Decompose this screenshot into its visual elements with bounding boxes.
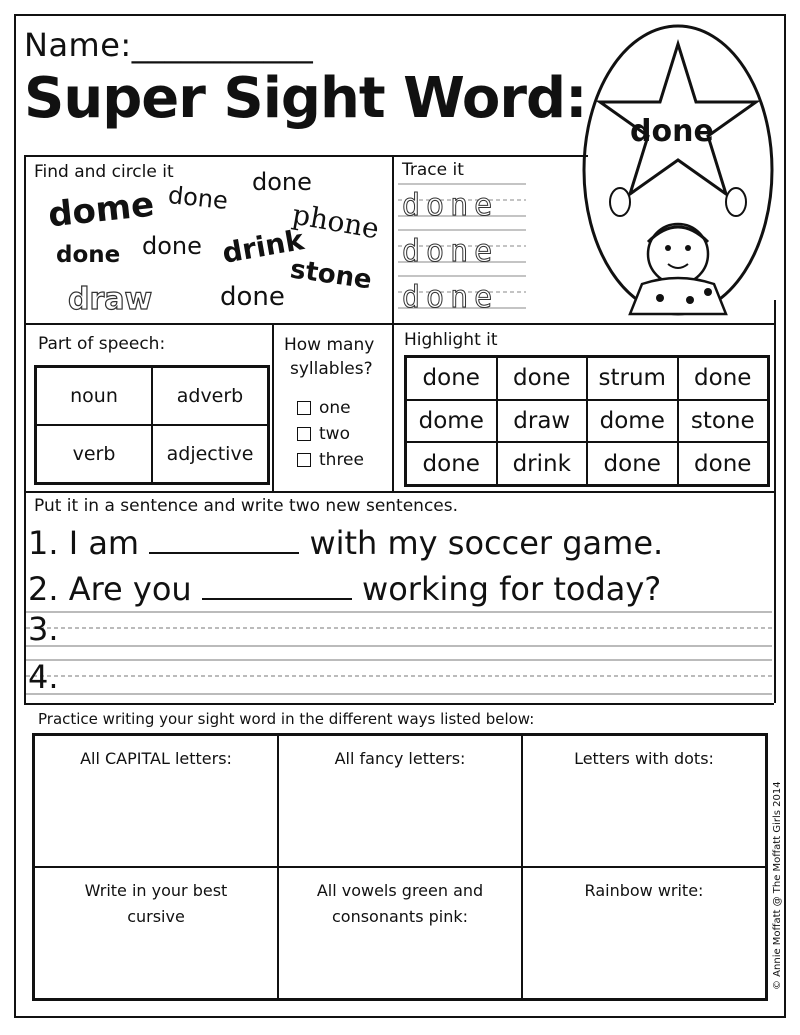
sentence-text: working for today?	[362, 570, 662, 608]
sentence-text: with my soccer game.	[309, 524, 664, 562]
option-label: one	[319, 398, 351, 418]
checkbox[interactable]	[297, 427, 311, 441]
checkbox[interactable]	[297, 401, 311, 415]
sentence-text: 1. I am	[28, 524, 140, 562]
divider	[272, 323, 274, 491]
copyright: © Annie Moffatt @ The Moffatt Girls 2014	[772, 781, 783, 990]
part-of-speech-grid	[34, 365, 270, 485]
divider	[774, 300, 776, 703]
part-of-speech-label: Part of speech:	[38, 334, 166, 354]
find-word[interactable]: stone	[288, 254, 374, 296]
highlight-word[interactable]: dome	[406, 400, 497, 443]
sentence-blank[interactable]	[149, 522, 299, 554]
sentence-blank[interactable]	[202, 568, 352, 600]
find-word[interactable]: phone	[289, 197, 382, 246]
divider	[24, 491, 774, 493]
name-field[interactable]	[24, 26, 313, 64]
divider	[24, 323, 774, 325]
practice-instruction: Practice writing your sight word in the different ways listed below:	[38, 710, 535, 728]
practice-dots[interactable]: Letters with dots:	[522, 735, 766, 867]
trace-label: Trace it	[402, 160, 464, 180]
divider	[24, 703, 774, 705]
find-word[interactable]: done	[166, 180, 230, 216]
writing-lines	[26, 610, 774, 702]
sentence-2	[28, 568, 661, 608]
trace-word[interactable]: done	[402, 234, 499, 269]
syllable-option-three[interactable]	[297, 450, 364, 470]
option-label: two	[319, 424, 350, 444]
find-word[interactable]: done	[220, 282, 285, 312]
highlight-word[interactable]: done	[587, 442, 678, 485]
practice-fancy[interactable]: All fancy letters:	[278, 735, 522, 867]
star-girl-illustration	[580, 22, 776, 318]
name-label: Name:	[24, 26, 132, 64]
checkbox[interactable]	[297, 453, 311, 467]
highlight-label: Highlight it	[404, 330, 498, 350]
syllables-label-line: How many	[284, 335, 375, 355]
highlight-word[interactable]: strum	[587, 357, 678, 400]
find-word[interactable]: done	[142, 232, 202, 260]
highlight-word[interactable]: done	[678, 442, 769, 485]
pos-option[interactable]: verb	[36, 425, 152, 483]
featured-word: done	[630, 114, 714, 149]
practice-cursive[interactable]: Write in your best cursive	[34, 867, 278, 999]
highlight-word[interactable]: done	[406, 442, 497, 485]
syllable-option-one[interactable]	[297, 398, 364, 418]
sentence-3-number[interactable]: 3.	[28, 610, 59, 648]
syllables-label-line: syllables?	[290, 358, 373, 379]
highlight-word[interactable]: stone	[678, 400, 769, 443]
practice-rainbow[interactable]: Rainbow write:	[522, 867, 766, 999]
highlight-word[interactable]: drink	[497, 442, 588, 485]
option-label: three	[319, 450, 364, 470]
find-label: Find and circle it	[34, 162, 174, 182]
syllable-option-two[interactable]	[297, 424, 364, 444]
page-title: Super Sight Word:	[24, 66, 587, 131]
find-word[interactable]: dome	[46, 184, 156, 236]
sentence-1	[28, 522, 663, 562]
pos-option[interactable]: adjective	[152, 425, 268, 483]
divider	[392, 323, 394, 491]
highlight-word[interactable]: dome	[587, 400, 678, 443]
highlight-word[interactable]: done	[497, 357, 588, 400]
syllables-label	[284, 334, 374, 382]
highlight-word[interactable]: draw	[497, 400, 588, 443]
highlight-word[interactable]: done	[678, 357, 769, 400]
practice-vowels[interactable]: All vowels green and consonants pink:	[278, 867, 522, 999]
pos-option[interactable]: adverb	[152, 367, 268, 425]
find-word[interactable]: drink	[219, 223, 307, 270]
trace-word[interactable]: done	[402, 280, 499, 315]
name-blank[interactable]: ___________	[131, 26, 314, 64]
find-word[interactable]: draw	[68, 282, 153, 317]
pos-option[interactable]: noun	[36, 367, 152, 425]
practice-grid	[32, 733, 768, 1001]
syllables-options	[297, 398, 364, 476]
divider	[24, 155, 588, 157]
find-word[interactable]: done	[56, 242, 121, 268]
highlight-grid	[404, 355, 770, 487]
practice-capital[interactable]: All CAPITAL letters:	[34, 735, 278, 867]
sentence-instruction: Put it in a sentence and write two new sentences.	[34, 496, 459, 516]
sentence-4-number[interactable]: 4.	[28, 658, 59, 696]
divider	[392, 155, 394, 323]
sentence-text: 2. Are you	[28, 570, 192, 608]
find-word[interactable]: done	[252, 168, 312, 196]
trace-word[interactable]: done	[402, 188, 499, 223]
highlight-word[interactable]: done	[406, 357, 497, 400]
